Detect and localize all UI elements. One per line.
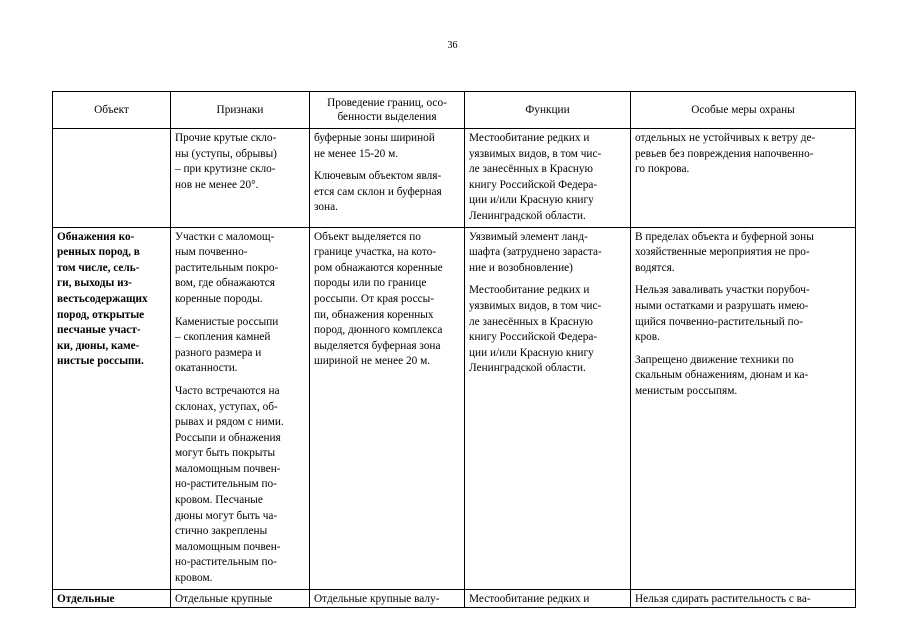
features-paragraph: Прочие крутые скло- ны (уступы, обрывы) – при крутизне скло- нов не менее 20°. [175, 132, 277, 191]
features-cell [171, 129, 310, 228]
column-header-object: Объект [53, 92, 171, 129]
boundaries-paragraph: Ключевым объектом явля- ется сам склон и буферная зона. [314, 170, 442, 214]
features-paragraph: Каменистые россыпи – скопления камней разного размера и окатанности. [175, 315, 279, 375]
functions-paragraph: Местообитание редких и уязвимых видов, в том чис- ле занесённых в Красную книгу Российской Федера- ции и/или Красную книгу Ленинградской области. [469, 284, 602, 375]
features-paragraph: Отдельные крупные [175, 592, 273, 605]
table-header-row [53, 92, 856, 129]
measures-paragraph: отдельных не устойчивых к ветру де- ревьев без повреждения напочвенно- го покрова. [635, 132, 816, 176]
boundaries-paragraph: Отдельные крупные валу- [314, 592, 440, 605]
functions-paragraph: Уязвимый элемент ланд- шафта (затруднено зараста- ние и возобновление) [469, 230, 602, 274]
measures-cell [631, 227, 856, 589]
functions-paragraph: Местообитание редких и уязвимых видов, в том чис- ле занесённых в Красную книгу Российской Федера- ции и/или Красную книгу Ленинградской области. [469, 132, 602, 222]
functions-paragraph: Местообитание редких и [469, 592, 590, 605]
measures-paragraph: Запрещено движение техники по скальным обнажениям, дюнам и ка- менистым россыпям. [635, 353, 809, 397]
boundaries-cell [310, 589, 465, 608]
functions-cell [465, 129, 631, 228]
table-row [53, 589, 856, 608]
features-paragraph: Часто встречаются на склонах, уступах, об- рывах и рядом с ними. Россыпи и обнажения могут быть покрыты маломощным почвен- но-растительным по- кровом. Песчаные дюны могут быть ча- стично закреплены маломощным почвен- но-растительным по- кровом. [175, 384, 284, 585]
functions-cell [465, 589, 631, 608]
protection-measures-table [52, 91, 856, 608]
page-number: 36 [447, 40, 458, 51]
object-cell [53, 129, 171, 228]
column-header-measures: Особые меры охраны [631, 92, 856, 129]
measures-paragraph: Нельзя сдирать растительность с ва- [635, 592, 811, 605]
table-row [53, 227, 856, 589]
boundaries-paragraph: Объект выделяется по границе участка, на кото- ром обнажаются коренные породы или по границе россыпи. От края россы- пи, обнажения коренных пород, дюнного комплекса выделяется буферная зона шириной не менее 20 м. [314, 230, 443, 368]
boundaries-cell [310, 227, 465, 589]
boundaries-paragraph: буферные зоны шириной не менее 15-20 м. [314, 132, 435, 160]
boundaries-cell [310, 129, 465, 228]
measures-paragraph: В пределах объекта и буферной зоны хозяйственные мероприятия не про- водятся. [635, 230, 814, 274]
features-cell [171, 589, 310, 608]
measures-paragraph: Нельзя заваливать участки порубоч- ными остатками и разрушать имею- щийся почвенно-растительный по- кров. [635, 284, 810, 344]
table-row [53, 129, 856, 228]
measures-cell [631, 589, 856, 608]
features-paragraph: Участки с маломощ- ным почвенно- растительным покро- вом, где обнажаются коренные породы. [175, 230, 279, 305]
measures-cell [631, 129, 856, 228]
object-cell: Обнажения ко- ренных пород, в том числе, сель- ги, выходы из- вестьсодержащих пород, открытые песчаные участ- ки, дюны, каме- нистые россыпи. [53, 227, 171, 589]
column-header-boundaries: Проведение границ, осо- бенности выделения [310, 92, 465, 129]
functions-cell [465, 227, 631, 589]
column-header-features: Признаки [171, 92, 310, 129]
features-cell [171, 227, 310, 589]
object-cell: Отдельные [53, 589, 171, 608]
column-header-functions: Функции [465, 92, 631, 129]
